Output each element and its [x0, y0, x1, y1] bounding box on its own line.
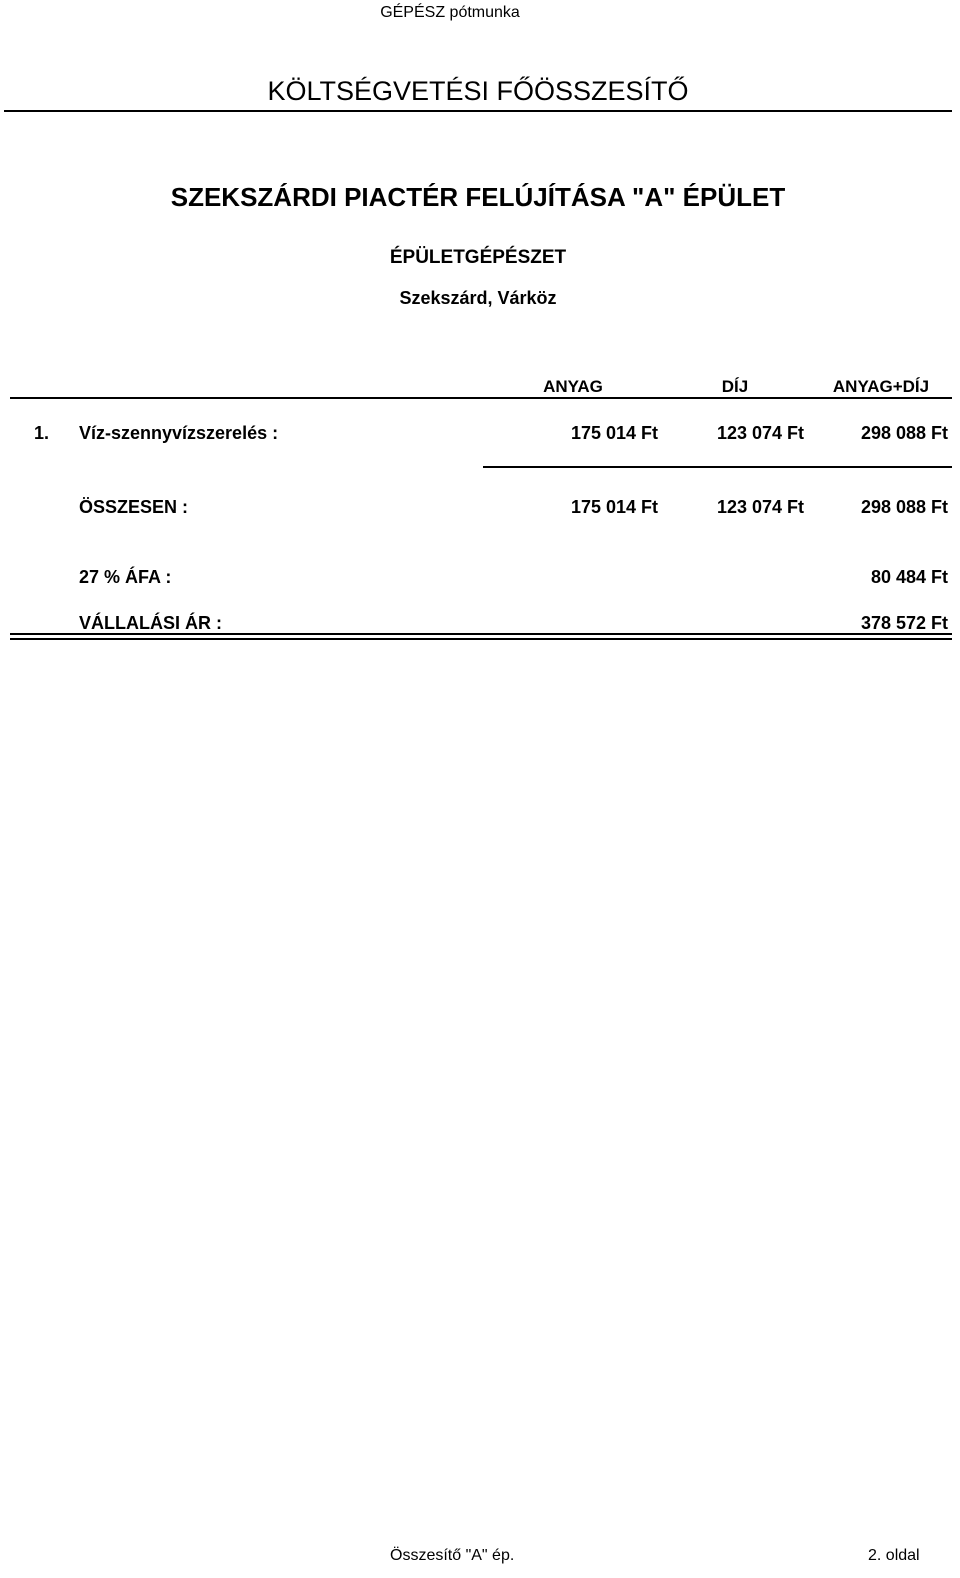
total-label: ÖSSZESEN : — [79, 497, 189, 517]
column-header-dij: DÍJ — [721, 377, 749, 396]
column-header-anyag-dij: ANYAG+DÍJ — [832, 377, 930, 396]
total-anyag-value: 175 014 Ft — [570, 497, 658, 517]
contract-price-label: VÁLLALÁSI ÁR : — [79, 613, 222, 633]
title-divider — [4, 110, 952, 112]
row-total-value: 298 088 Ft — [860, 423, 948, 443]
discipline-label: ÉPÜLETGÉPÉSZET — [389, 247, 567, 268]
total-sum-value: 298 088 Ft — [860, 497, 948, 517]
contract-price-value: 378 572 Ft — [860, 613, 948, 633]
project-title: SZEKSZÁRDI PIACTÉR FELÚJÍTÁSA "A" ÉPÜLET — [170, 182, 786, 212]
price-divider-top — [10, 633, 952, 635]
column-header-anyag: ANYAG — [543, 377, 603, 396]
total-dij-value: 123 074 Ft — [716, 497, 804, 517]
row-number: 1. — [34, 423, 50, 443]
row-label: Víz-szennyvízszerelés : — [79, 423, 279, 443]
row-anyag-value: 175 014 Ft — [570, 423, 658, 443]
row-dij-value: 123 074 Ft — [716, 423, 804, 443]
price-divider-bottom — [10, 638, 952, 640]
document-title: KÖLTSÉGVETÉSI FŐÖSSZESÍTŐ — [267, 76, 689, 106]
header-note: GÉPÉSZ pótmunka — [380, 4, 520, 21]
header-divider — [10, 397, 952, 399]
footer-sheet-name: Összesítő "A" ép. — [390, 1547, 515, 1564]
footer-page-number: 2. oldal — [868, 1547, 920, 1564]
sum-divider — [483, 466, 952, 468]
vat-value: 80 484 Ft — [870, 567, 948, 587]
vat-label: 27 % ÁFA : — [79, 567, 172, 587]
location-label: Szekszárd, Várköz — [399, 288, 557, 308]
